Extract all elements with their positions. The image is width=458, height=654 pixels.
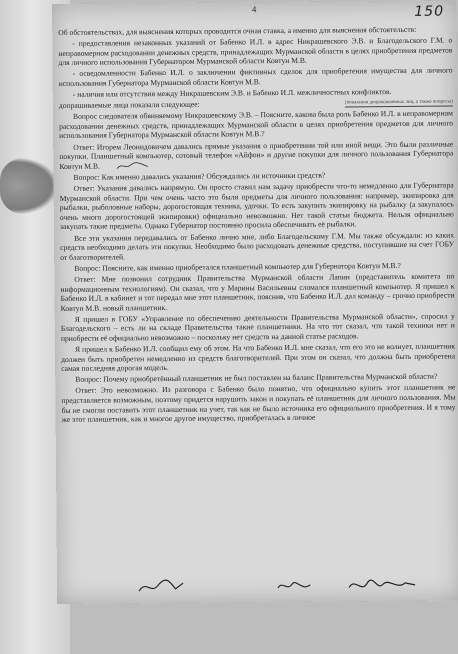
bottom-signatures <box>57 574 458 600</box>
paragraph: - наличия или отсутствия между Никрашевским Э.В. и Бабенко И.Л. межличностных конфликтов. <box>72 87 392 99</box>
finger-shadow <box>0 158 58 214</box>
paragraph: Ответ: Указания давались напрямую. Он просто ставил нам задачу приобрести что-то немедленно для Губернатора Мурманской области. При чем очень часто это были предметы для личного пользования: например, экипировка для рыбалки, рыболовные наборы, дорогостоящая техника, удочки. То есть закупить экипировку на рыбалку (а закупалось очень много дорогостоящей экипировки) официально невозможно. Нет такой статьи бюджета. Нельзя официально закупать такие предметы. Однако Губернатор постоянно просила обеспечивать её рыбалки. <box>59 180 454 232</box>
paragraph: Вопрос: Как именно давались указания? Обсуждались ли источники средств? <box>73 170 326 182</box>
paragraph: - осведомленности Бабенко И.Л. о заключении фиктивных сделок для приобретения имущества для личного использования Губернатора Мурманской области Ковтун М.В. <box>58 65 453 88</box>
signature-2 <box>275 576 313 596</box>
paragraph: Вопрос: Поясните, как именно приобретался планшетный компьютер для Губернатора Ковтун М.В.? <box>74 260 401 273</box>
protocol-text <box>58 25 455 427</box>
signature-1 <box>137 577 185 597</box>
paragraph: - предоставления незаконных указаний от Бабенко И.Л. в адрес Никрашевского Э.В. и Благодельского Г.М. о неправомерном расходовании денежных средств, принадлежащих Мурманской области в целях приобретения предметов для личного использования Губернатором Мурманской области Ковтун М.В. <box>58 35 453 68</box>
paragraph-text: допрашиваемые лица показали следующее: <box>58 99 200 111</box>
paragraph: Все эти указания передавались от Бабенко лично мне, либо Благодельскому Г.М. Мы также обсуждали: из каких средств необходимо делать эти покупки. Необходимо было расходовать денежные средства, поступившие на счет ГОБУ от благотворителей. <box>60 230 455 262</box>
page-number: 4 <box>251 4 257 15</box>
paragraph: Я пришел к Бабенко И.Л. сообщил ему об этом. На что Бабенко И.Л. мне сказал, что его это не волнует, планшетник должен быть приобретен немедленно из средств благотворителей. При этом он сказал, что должна быть приобретена самая последняя дорогая модель. <box>61 341 456 374</box>
inline-signature <box>102 162 136 171</box>
paragraph-text: Ответ: Игорем Леонидовичем давались прямые указания о приобретении той или иной вещи. Это были различные покупки. Планшетный компьютер, сотовый телефон «Айфон» и другие покупки для личного пользования Губернатора Ковтун М.В. <box>59 139 454 171</box>
margin-note: (показания допрашиваемых лиц, а также вопросы) <box>344 99 453 106</box>
paragraph: Об обстоятельствах, для выяснения которых проводится очная ставка, а именно для выяснения обстоятельств: <box>58 24 417 37</box>
paragraph: Вопрос: Почему приобретённый планшетник не был поставлен на баланс Правительства Мурманской области? <box>75 371 438 385</box>
paragraph <box>59 139 453 171</box>
signature-3 <box>347 575 417 596</box>
paragraph: Я пришел в ГОБУ «Управление по обеспечению деятельности Правительства Мурманской области», спросил у Благодельского – есть ли на складе Правительства такие планшетники. На что тот сказал, что такой техники нет и приобрести её официально невозможно – поскольку нет средств на данной статье расходов. <box>60 311 455 343</box>
paragraph: Вопрос следователя обвиняемому Никрашевскому Э.В. – Поясните, какова была роль Бабенко И.Л. в неправомерном расходовании денежных средств, принадлежащих Мурманской области в целях приобретения предметов для личного использования Губернатора Мурманской области Ковтун М.В.? <box>59 108 454 141</box>
document-page <box>52 0 458 604</box>
paragraph: Ответ: Мне позвонил сотрудник Правительства Мурманской области Лапин (представитель комитета по информационным технологиям). Он сказал, что у Марины Васильевны сломался планшетный компьютер. Я пришел к Бабенко И.Л. в кабинет и тот передал мне этот планшетник, пояснив, что Бабенко И.Л. дал команду – срочно приобрести Ковтун М.В. новый планшетник. <box>60 271 455 313</box>
handwritten-sheet-number: 150 <box>414 3 445 20</box>
paragraph: Ответ: Это невозможно. Из разговора с Бабенко было понятно, что официально купить этот планшетник не представляется возможным, поэтому придется нарушить закон и покупать её планшетник для личного пользования. Мы бы не смогли поставить этот планшетник на учет, так как не было источника его официального приобретения. И я тому же этот планшетник, как и многое другое имущество, приобреталась в личное <box>61 382 456 425</box>
